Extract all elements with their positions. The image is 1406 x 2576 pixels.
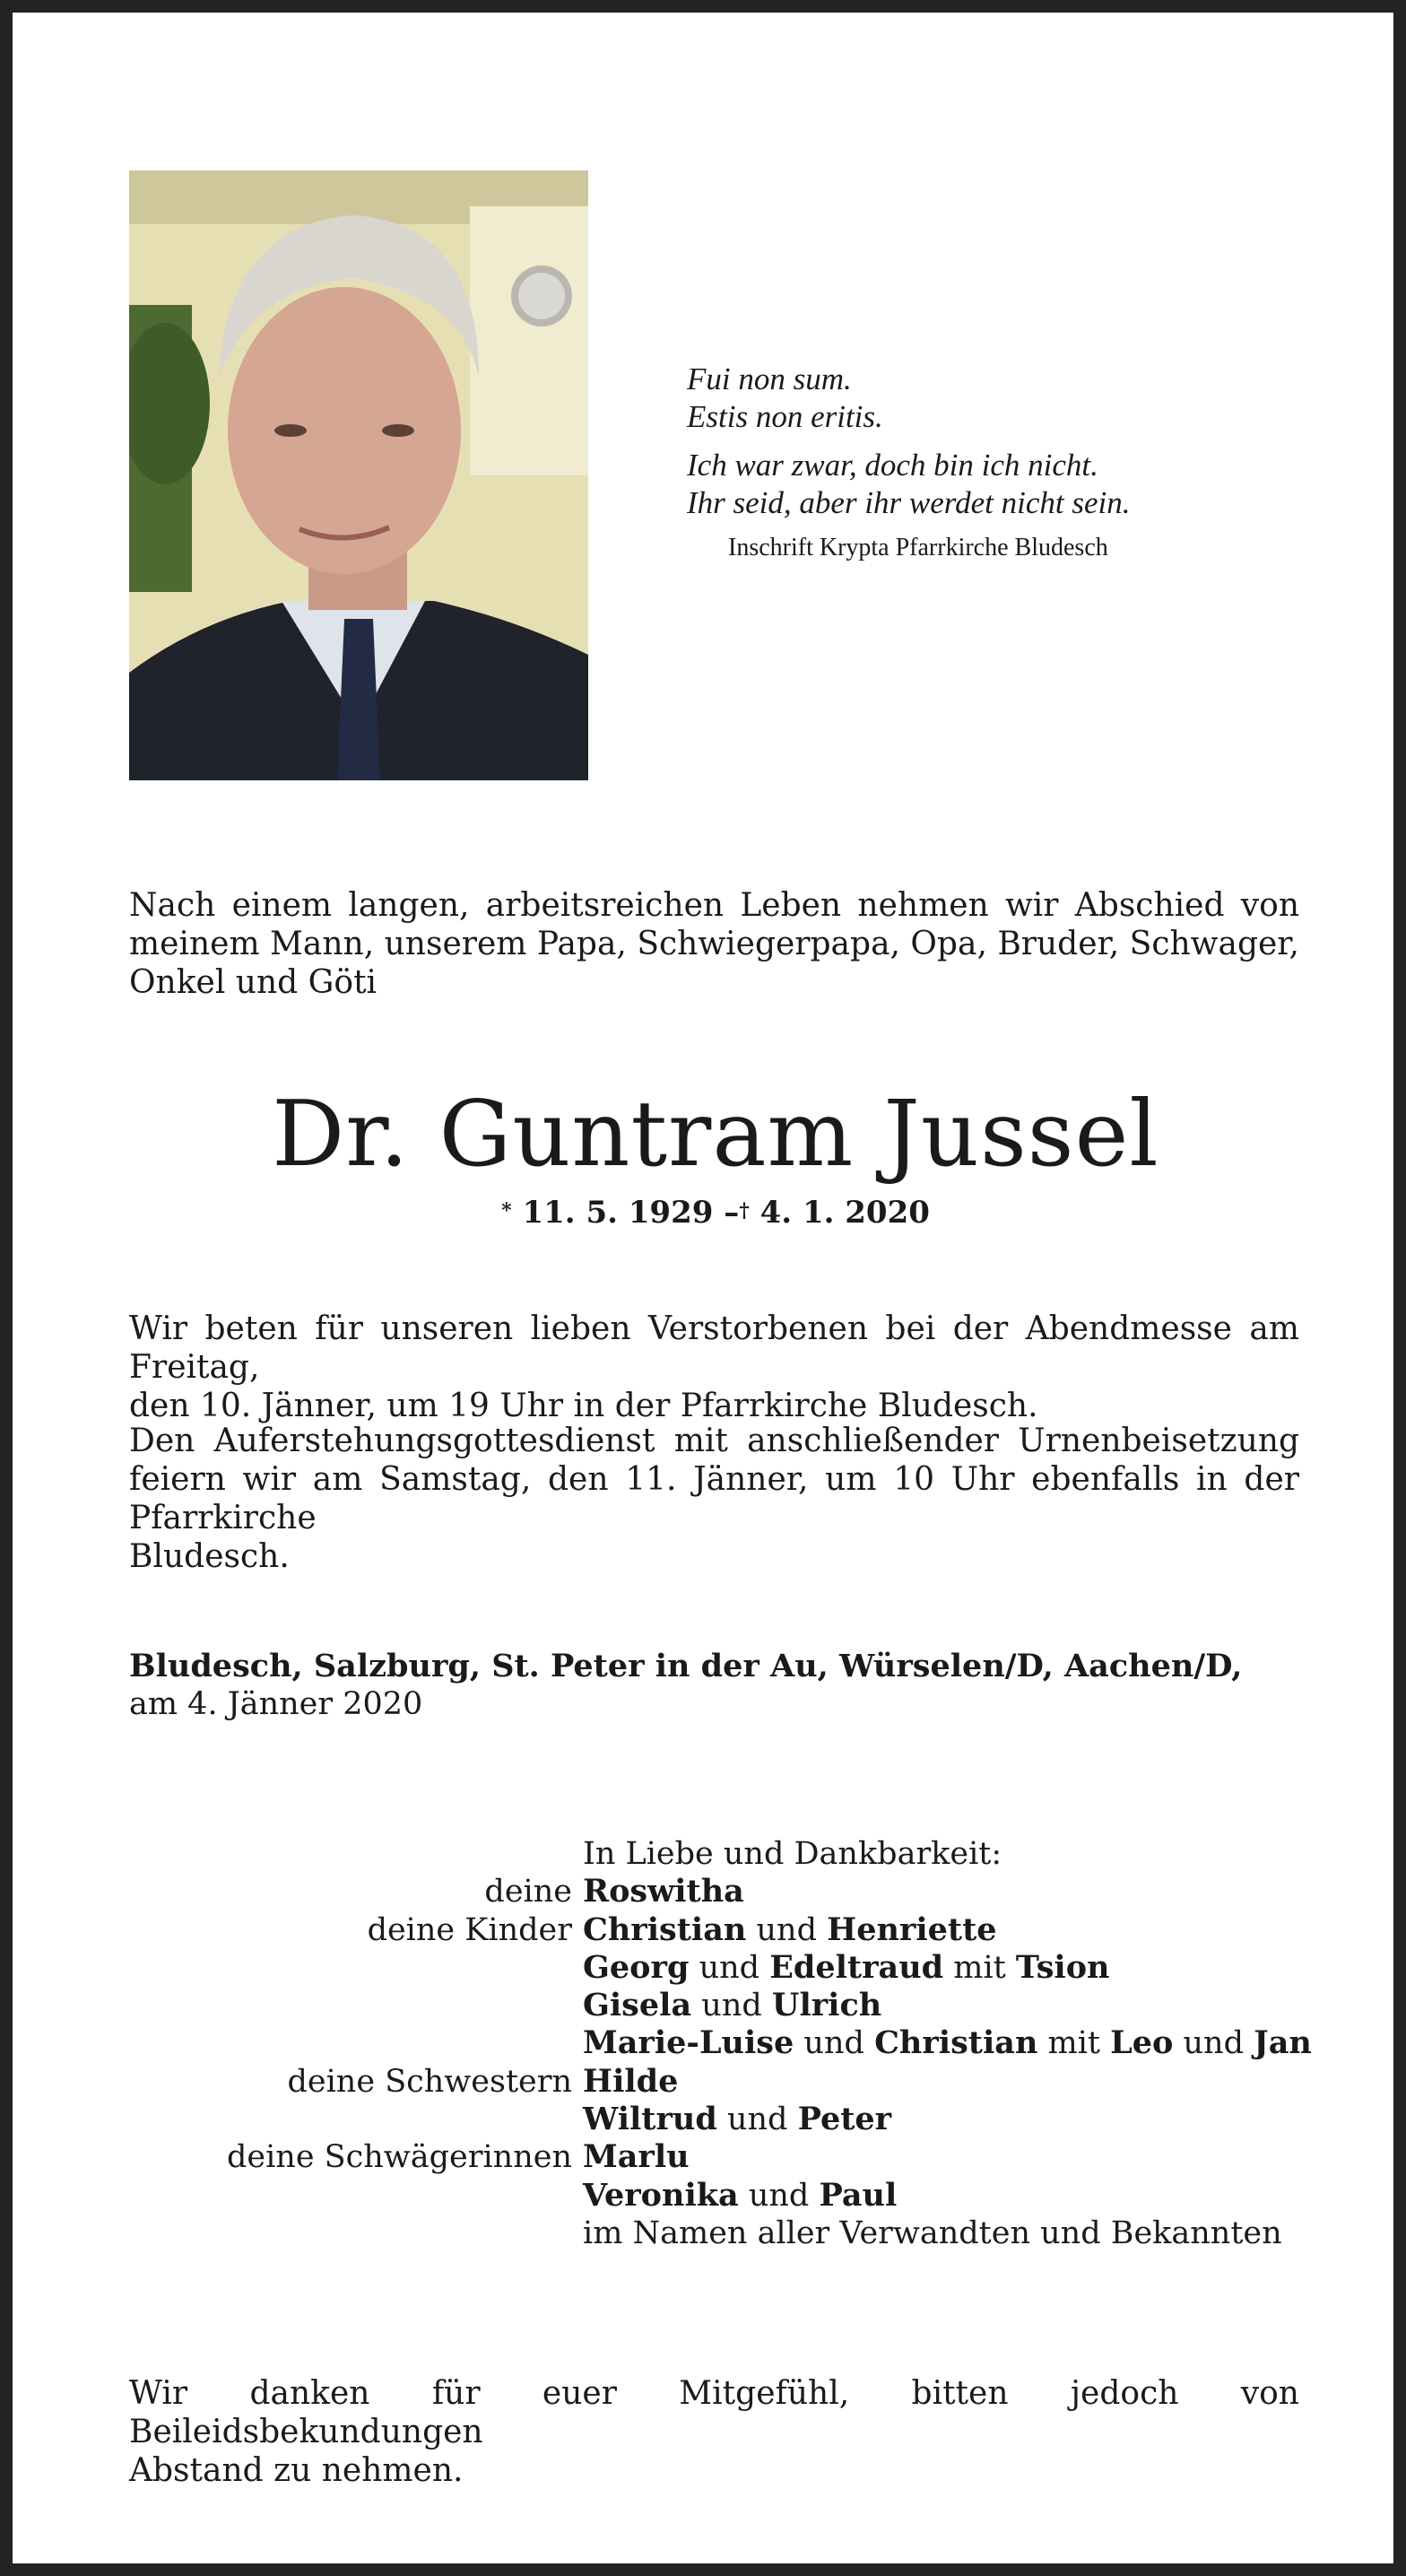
epigraph-line: Fui non sum.	[687, 361, 852, 396]
places-list: Bludesch, Salzburg, St. Peter in der Au, Würselen/D, Aachen/D,	[129, 1648, 1243, 1684]
relation-label: deine Schwestern	[287, 2063, 572, 2100]
portrait-photo	[129, 170, 588, 780]
relation-label: deine Schwägerinnen	[226, 2139, 572, 2176]
mourner-name: Ulrich	[771, 1987, 882, 2024]
date-separator: –	[724, 1195, 740, 1231]
mourner-name: Gisela	[583, 1987, 692, 2024]
epigraph	[687, 361, 1261, 563]
connector: und	[756, 1911, 817, 1948]
life-dates	[13, 1195, 1406, 1231]
service-line: feiern wir am Samstag, den 11. Jänner, um 10 Uhr ebenfalls in der Pfarrkirche	[129, 1461, 1299, 1536]
closing-line: Abstand zu nehmen.	[129, 2452, 464, 2489]
epigraph-line: Ihr seid, aber ihr werdet nicht sein.	[687, 485, 1131, 520]
mourner-name: Hilde	[583, 2062, 679, 2100]
mourner-name: Christian	[583, 1910, 747, 1948]
epigraph-line: Estis non eritis.	[687, 399, 883, 434]
mourner-name: Veronika	[583, 2176, 739, 2214]
mourner-name: Marie-Luise	[583, 2024, 794, 2062]
announcement-date: am 4. Jänner 2020	[129, 1686, 423, 1722]
connector: mit	[1047, 2025, 1100, 2062]
connector: und	[699, 1949, 760, 1986]
places-and-date	[129, 1647, 1299, 1724]
service-line: Wir beten für unseren lieben Verstorbenen bei der Abendmesse am Freitag,	[129, 1310, 1299, 1386]
mourner-name: Leo	[1110, 2024, 1174, 2062]
mourner-name: Christian	[874, 2024, 1038, 2062]
relation-label: deine	[484, 1874, 572, 1910]
intro-line: Onkel und Göti	[129, 964, 378, 1001]
mourner-name: Wiltrud	[583, 2101, 717, 2138]
connector: und	[701, 1988, 762, 2024]
service-paragraph-1	[129, 1310, 1299, 1425]
intro-line: meinem Mann, unserem Papa, Schwiegerpapa, Opa, Bruder, Schwager,	[129, 926, 1299, 962]
connector: und	[748, 2177, 810, 2214]
mourner-name: Marlu	[583, 2138, 690, 2176]
mourner-name: Paul	[819, 2176, 898, 2214]
mourner-name: Henriette	[827, 1910, 997, 1948]
deceased-name: Dr. Guntram Jussel	[272, 1081, 1159, 1187]
mourners-list	[13, 1835, 1406, 2252]
mourner-name: Edeltraud	[769, 1948, 944, 1986]
birth-date: 11. 5. 1929	[522, 1195, 714, 1231]
service-line: den 10. Jänner, um 19 Uhr in der Pfarrkirche Bludesch.	[129, 1388, 1038, 1424]
service-paragraph-2	[129, 1422, 1299, 1576]
death-date: 4. 1. 2020	[759, 1195, 930, 1231]
portrait-image	[129, 170, 588, 780]
closing-note	[129, 2374, 1299, 2490]
mourner-name: Tsion	[1015, 1948, 1110, 1986]
service-line: Den Auferstehungsgottesdienst mit anschließender Urnenbeisetzung	[129, 1423, 1299, 1459]
intro-line: Nach einem langen, arbeitsreichen Leben nehmen wir Abschied von	[129, 887, 1299, 924]
connector: und	[726, 2102, 788, 2138]
mourner-name: Georg	[583, 1948, 690, 1986]
intro-text	[129, 886, 1299, 1002]
closing-line: Wir danken für euer Mitgefühl, bitten jedoch von Beileidsbekundungen	[129, 2375, 1299, 2450]
epigraph-source: Inschrift Krypta Pfarrkirche Bludesch	[728, 534, 1108, 561]
connector: und	[803, 2025, 864, 2062]
relation-label: deine Kinder	[367, 1911, 572, 1948]
mourner-name: Jan	[1254, 2024, 1312, 2062]
mourners-footer: im Namen aller Verwandten und Bekannten	[583, 2215, 1282, 2251]
death-symbol: †	[739, 1199, 750, 1223]
service-line: Bludesch.	[129, 1538, 290, 1575]
mourners-heading: In Liebe und Dankbarkeit:	[583, 1836, 1002, 1872]
epigraph-line: Ich war zwar, doch bin ich nicht.	[687, 448, 1098, 483]
mourner-name: Roswitha	[583, 1873, 744, 1910]
connector: und	[1183, 2025, 1245, 2062]
mourner-name: Peter	[797, 2101, 892, 2138]
birth-symbol: *	[501, 1199, 512, 1223]
connector: mit	[953, 1949, 1006, 1986]
